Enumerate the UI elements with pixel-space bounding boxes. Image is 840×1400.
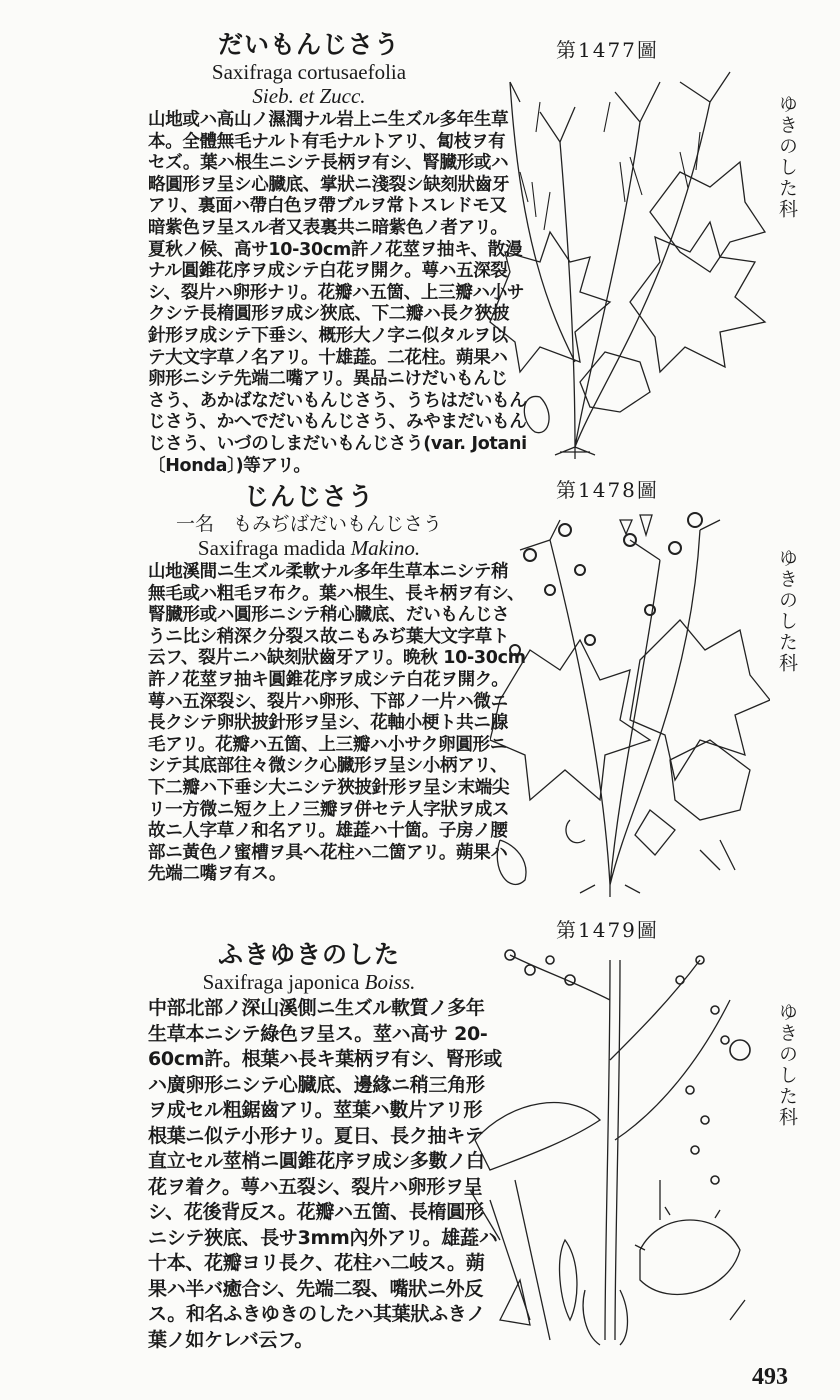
author-name: Boiss. xyxy=(364,970,416,994)
description-line: ニシテ狹底、長サ3mm內外アリ。雄蕋ハ xyxy=(148,1226,498,1249)
alternate-name: 一名 もみぢばだいもんじさう xyxy=(175,513,442,535)
description-line: 生草本ニシテ綠色ヲ呈ス。莖ハ高サ 20- xyxy=(148,1022,488,1045)
scientific-name xyxy=(148,536,470,560)
genus-species: Saxifraga madida xyxy=(197,536,346,560)
description-line: 先端二嘴ヲ有ス。 xyxy=(148,864,287,885)
figure-label: 第1478圖 xyxy=(556,478,659,502)
entry-daimonjisou xyxy=(148,30,527,477)
description-line: 下二瓣ハ下垂シ大ニシテ狹披針形ヲ呈シ末端尖 xyxy=(148,777,510,798)
description-line: 長クシテ卵狀披針形ヲ呈シ、花軸小梗ト共ニ腺 xyxy=(148,713,508,734)
japanese-name: じんじさう xyxy=(243,482,374,511)
description-line: 暗紫色ヲ呈スル者又表裏共ニ暗紫色ノ者アリ。 xyxy=(148,217,508,238)
description-line: リ一方微ニ短ク上ノ三瓣ヲ併セテ人字狀ヲ成ス xyxy=(148,799,510,820)
description-line: 〔Honda〕)等アリ。 xyxy=(148,455,311,476)
description-line: うニ比シ稍深ク分裂ス故ニもみぢ葉大文字草ト xyxy=(148,626,510,647)
description-line: 腎臓形或ハ圓形ニシテ稍心臓底、だいもんじさ xyxy=(148,605,510,626)
description-line: クシテ長楕圓形ヲ成シ狹底、下二瓣ハ長ク狹披 xyxy=(148,304,510,325)
description-line: 葉ノ如ケレバ云フ。 xyxy=(148,1328,314,1351)
genus-species: Saxifraga japonica xyxy=(202,970,360,994)
description-line: ハ廣卵形ニシテ心臓底、邊緣ニ稍三角形 xyxy=(148,1073,485,1096)
description-line: 十本、花瓣ヨリ長ク、花柱ハ二岐ス。蒴 xyxy=(148,1252,485,1274)
illustration-fukiyukinoshita xyxy=(470,940,770,1350)
description-line: テ大文字草ノ名アリ。十雄蕋。二花柱。蒴果ハ xyxy=(148,347,508,368)
family-label: ゆきのした科 xyxy=(776,548,798,674)
author-name: Makino. xyxy=(350,536,421,560)
scientific-name: Saxifraga cortusaefolia xyxy=(211,60,407,84)
figure-label: 第1479圖 xyxy=(556,918,659,942)
page-number: 493 xyxy=(752,1364,788,1390)
description-line: 故ニ人字草ノ和名アリ。雄蕋ハ十箇。子房ノ腰 xyxy=(148,821,508,842)
description-line: 根葉ニ似テ小形ナリ。夏日、長ク抽キテ xyxy=(148,1124,484,1147)
description-line: 山地溪間ニ生ズル柔軟ナル多年生草本ニシテ稍 xyxy=(148,562,509,582)
description-line: アリ、裏面ハ帶白色ヲ帶ブルヲ常トスレドモ又 xyxy=(148,196,507,217)
family-label: ゆきのした科 xyxy=(776,1002,798,1128)
description-line: 毛アリ。花瓣ハ五箇、上三瓣ハ小サク卵圓形ニ xyxy=(148,734,507,755)
description-line: 中部北部ノ深山溪側ニ生ズル軟質ノ多年 xyxy=(148,997,485,1019)
description-line: じさう、かへでだいもんじさう、みやまだいもん xyxy=(148,412,527,433)
description-line: 略圓形ヲ呈シ心臓底、掌狀ニ淺裂シ缺刻狀齒牙 xyxy=(148,174,510,195)
description-line: 許ノ花莖ヲ抽キ圓錐花序ヲ成シテ白花ヲ開ク。 xyxy=(148,669,509,690)
author-name: Sieb. et Zucc. xyxy=(252,84,366,108)
description-line: 萼ハ五深裂シ、裂片ハ卵形、下部ノ一片ハ微ニ xyxy=(148,691,508,712)
description-line: 花ヲ着ク。萼ハ五裂シ、裂片ハ卵形ヲ呈 xyxy=(148,1175,483,1198)
japanese-name: ふきゆきのした xyxy=(217,940,400,969)
description xyxy=(148,110,527,477)
illustration-jinjisou xyxy=(490,500,770,900)
description-line: 60cm許。根葉ハ長キ葉柄ヲ有シ、腎形或 xyxy=(148,1048,502,1070)
description-line: シテ其底部往々微シク心臓形ヲ呈シ小柄アリ、 xyxy=(148,756,508,777)
description xyxy=(148,996,502,1353)
description-line: じさう、いづのしまだいもんじさう(var. Jotani xyxy=(148,433,527,454)
description xyxy=(148,562,526,886)
japanese-name: だいもんじさう xyxy=(217,30,400,59)
description-line: セズ。葉ハ根生ニシテ長柄ヲ有シ、腎臓形或ハ xyxy=(148,153,509,174)
scientific-name xyxy=(148,970,470,994)
description-line: 直立セル莖梢ニ圓錐花序ヲ成シ多數ノ白 xyxy=(148,1150,485,1172)
description-line: 本。全體無毛ナルト有毛ナルトアリ、匐枝ヲ有 xyxy=(148,131,506,152)
description-line: 無毛或ハ粗毛ヲ布ク。葉ハ根生、長キ柄ヲ有シ、 xyxy=(148,583,525,604)
family-label: ゆきのした科 xyxy=(776,94,798,220)
entry-jinjisou xyxy=(148,482,526,886)
entry-fukiyukinoshita xyxy=(148,940,502,1353)
figure-label: 第1477圖 xyxy=(556,38,659,62)
description-line: 山地或ハ高山ノ濕潤ナル岩上ニ生ズル多年生草 xyxy=(148,110,509,130)
description-line: ス。和名ふきゆきのしたハ其葉狀ふきノ xyxy=(148,1303,486,1325)
description-line: シ、裂片ハ卵形ナリ。花瓣ハ五箇、上三瓣ハ小サ xyxy=(148,282,525,303)
description-line: さう、あかばなだいもんじさう、うちはだいもん xyxy=(148,390,527,411)
illustration-daimonjisou xyxy=(480,62,770,462)
description-line: 夏秋ノ候、高サ10-30cm許ノ花莖ヲ抽キ、散漫 xyxy=(148,239,523,260)
description-line: 部ニ黃色ノ蜜槽ヲ具ヘ花柱ハ二箇アリ。蒴果ハ xyxy=(148,842,508,863)
description-line: 果ハ半バ癒合シ、先端二裂、嘴狀ニ外反 xyxy=(148,1277,484,1300)
description-line: ヲ成セル粗鋸齒アリ。莖葉ハ數片アリ形 xyxy=(148,1099,483,1121)
description-line: 云フ、裂片ニハ缺刻狀齒牙アリ。晩秋 10-30cm xyxy=(148,648,526,669)
description-line: 卵形ニシテ先端二嘴アリ。異品ニけだいもんじ xyxy=(148,369,508,390)
description-line: ナル圓錐花序ヲ成シテ白花ヲ開ク。萼ハ五深裂 xyxy=(148,261,508,282)
description-line: シ、花後背反ス。花瓣ハ五箇、長楕圓形 xyxy=(148,1201,484,1223)
description-line: 針形ヲ成シテ下垂シ、概形大ノ字ニ似タルヲ以 xyxy=(148,325,508,346)
